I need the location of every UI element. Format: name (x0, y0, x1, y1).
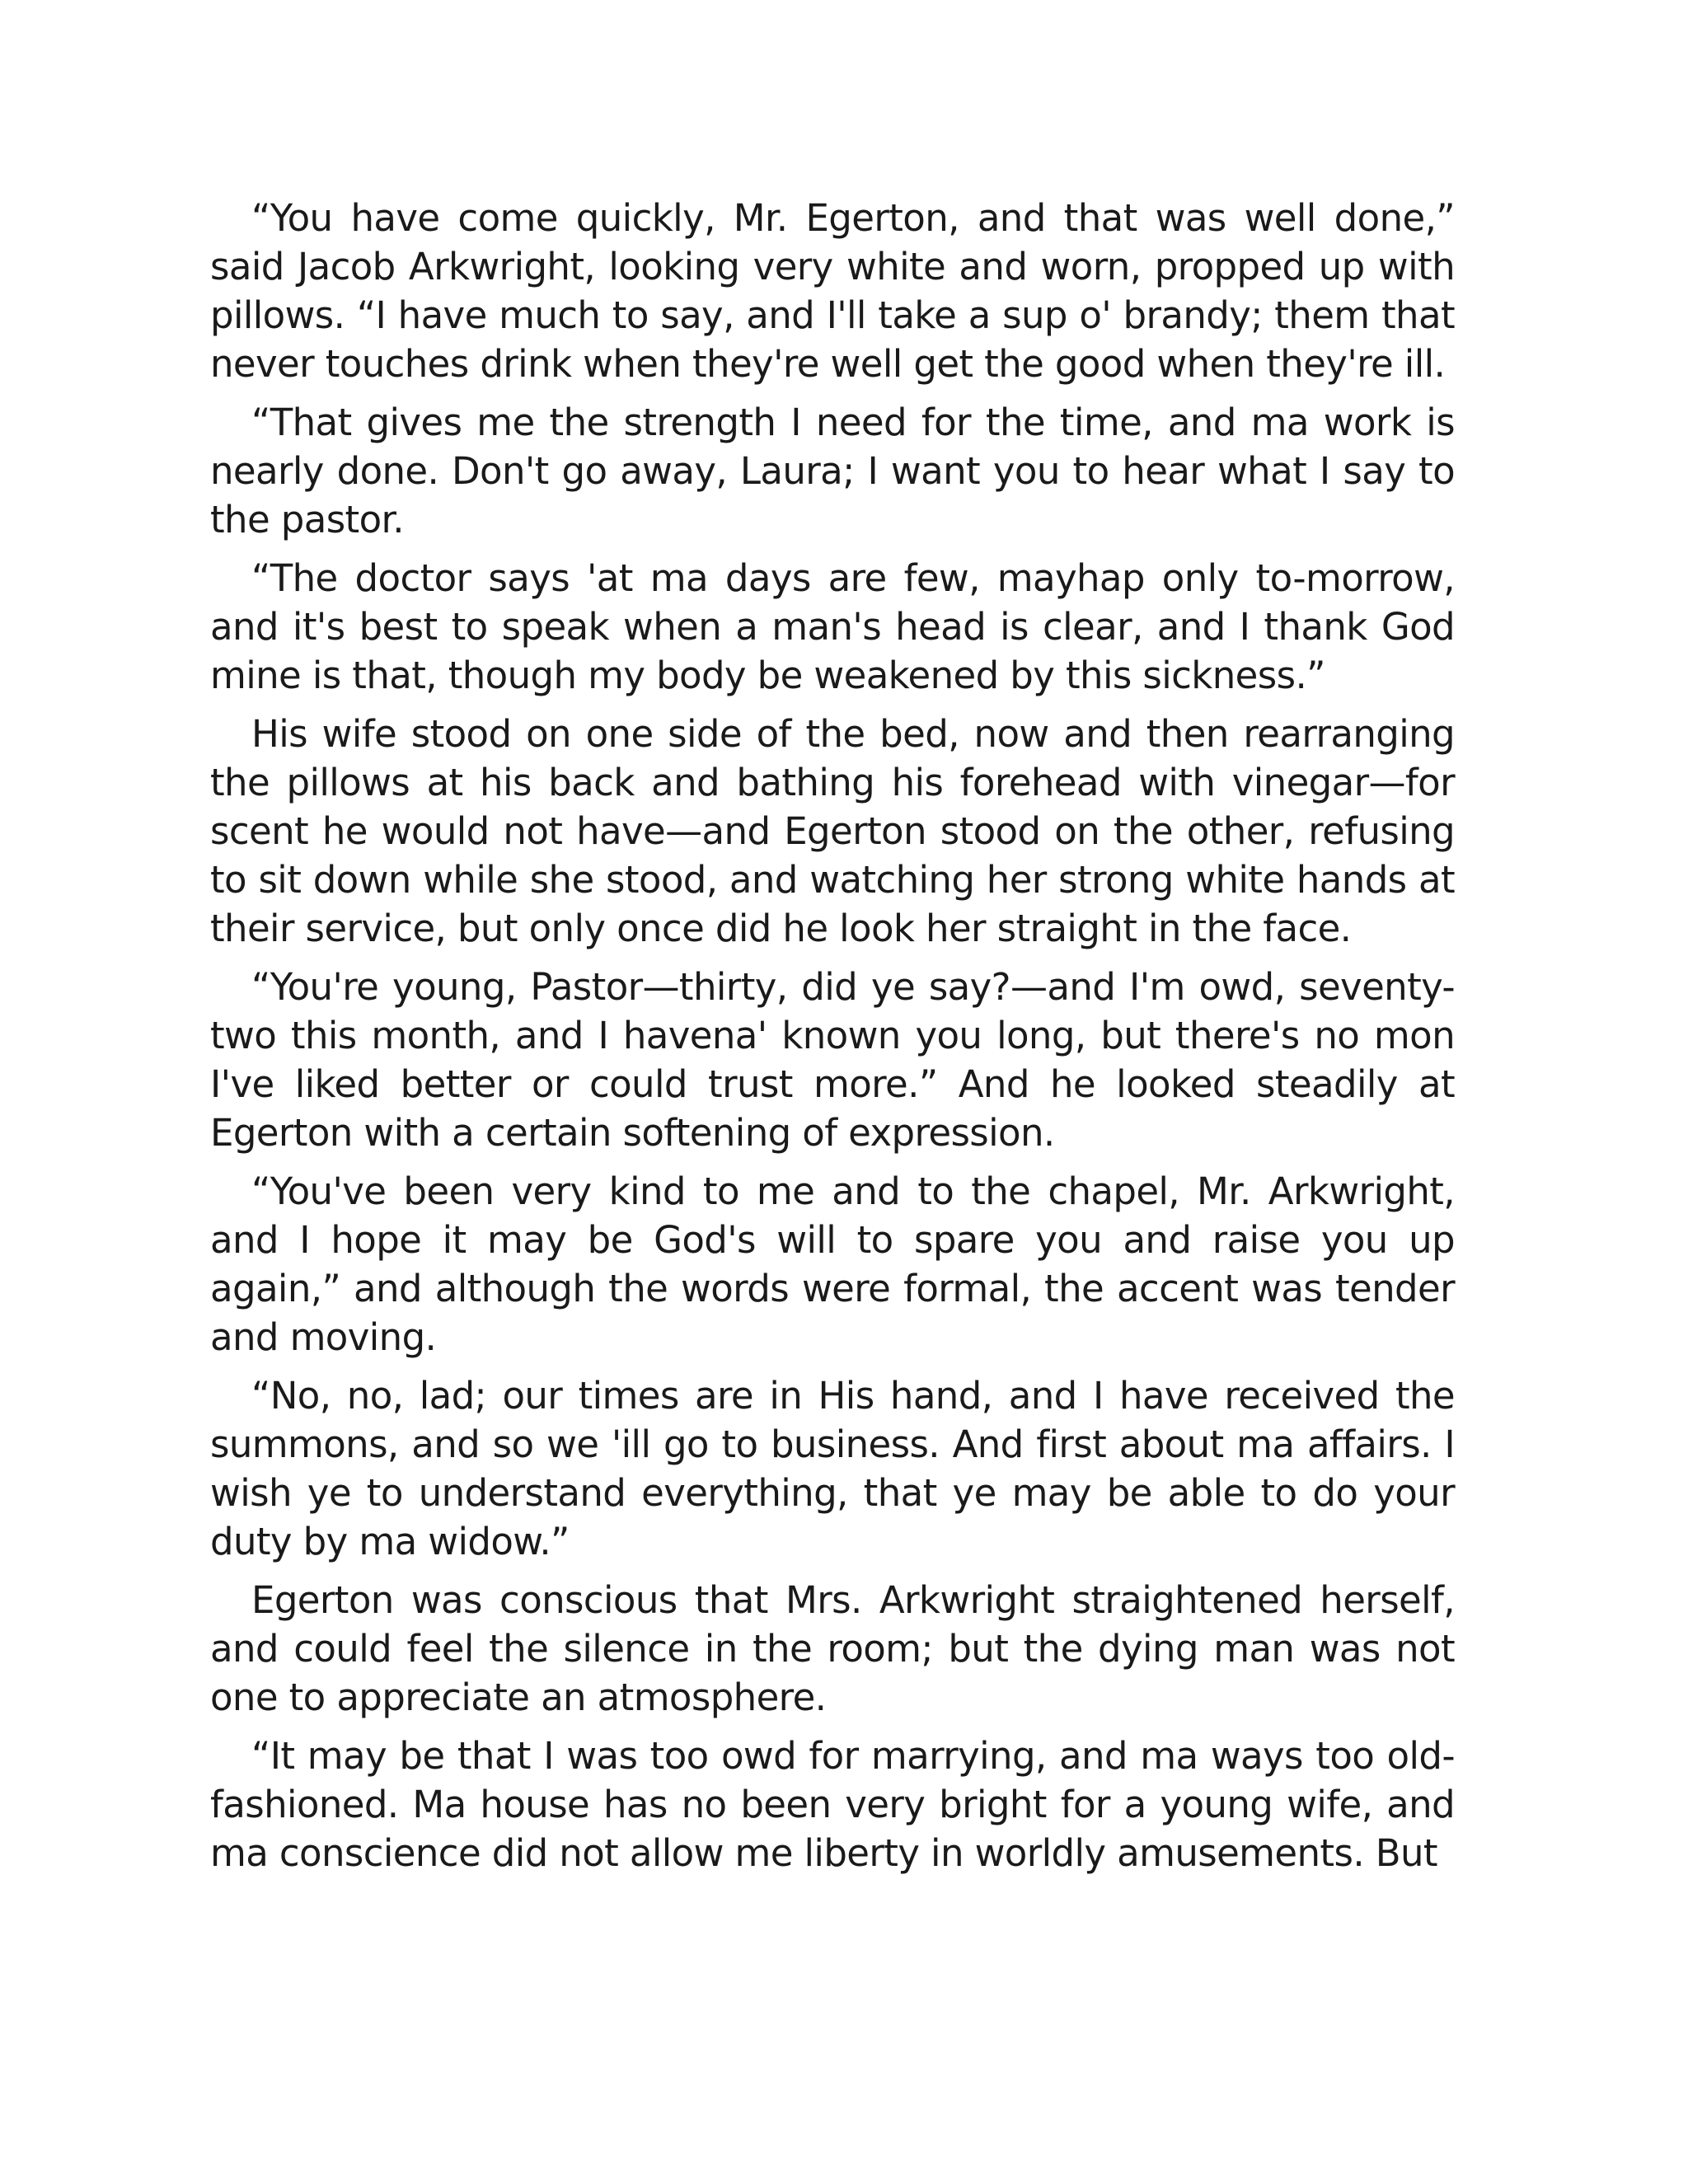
book-page (210, 194, 1455, 1887)
paragraph-2: “That gives me the strength I need for the time, and ma work is nearly done. Don't go away, Laura; I want you to hear what I say to the pastor. (210, 401, 1455, 541)
paragraph-8: Egerton was conscious that Mrs. Arkwright straightened herself, and could feel the silence in the room; but the dying man was not one to appreciate an atmosphere. (210, 1578, 1455, 1719)
paragraph-4: His wife stood on one side of the bed, now and then rearranging the pillows at his back and bathing his forehead with vinegar—for scent he would not have—and Egerton stood on the other, refusing to sit down while she stood, and watching her strong white hands at their service, but only once did he look her straight in the face. (210, 712, 1455, 950)
paragraph-1: “You have come quickly, Mr. Egerton, and that was well done,” said Jacob Arkwright, looking very white and worn, propped up with pillows. “I have much to say, and I'll take a sup o' brandy; them that never touches drink when they're well get the good when they're ill. (210, 196, 1455, 386)
paragraph-7: “No, no, lad; our times are in His hand, and I have received the summons, and so we 'ill go to business. And first about ma affairs. I wish ye to understand everything, that ye may be able to do your duty by ma widow.” (210, 1374, 1455, 1563)
paragraph-5: “You're young, Pastor—thirty, did ye say?—and I'm owd, seventy-two this month, and I havena' known you long, but there's no mon I've liked better or could trust more.” And he looked steadily at Egerton with a certain softening of expression. (210, 965, 1455, 1155)
paragraph-3: “The doctor says 'at ma days are few, mayhap only to-morrow, and it's best to speak when a man's head is clear, and I thank God mine is that, though my body be weakened by this sickness.” (210, 556, 1455, 697)
paragraph-6: “You've been very kind to me and to the chapel, Mr. Arkwright, and I hope it may be God's will to spare you and raise you up again,” and although the words were formal, the accent was tender and moving. (210, 1169, 1455, 1359)
paragraph-9: “It may be that I was too owd for marrying, and ma ways too old-fashioned. Ma house has no been very bright for a young wife, and ma conscience did not allow me liberty in worldly amusements. But (210, 1734, 1455, 1875)
